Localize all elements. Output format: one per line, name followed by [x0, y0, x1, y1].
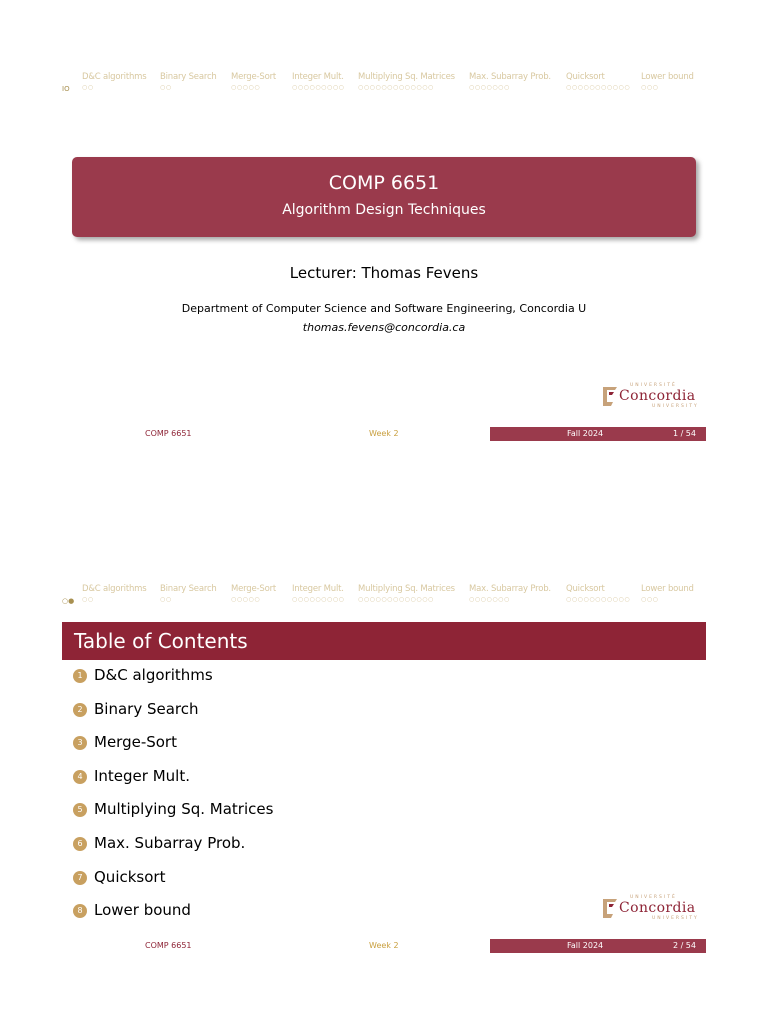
- email: thomas.fevens@concordia.ca: [302, 321, 466, 334]
- toc-number-badge: 2: [73, 703, 87, 717]
- nav-section-label: Quicksort: [566, 584, 605, 594]
- nav-section-multiplying-sq-matrices[interactable]: [358, 584, 455, 604]
- toc-number-badge: 3: [73, 736, 87, 750]
- nav-section-merge-sort[interactable]: [231, 72, 276, 92]
- nav-section-dc-algorithms[interactable]: [82, 72, 146, 92]
- logo-top-text: UNIVERSITÉ: [630, 895, 677, 900]
- nav-section-label: Lower bound: [641, 72, 694, 82]
- nav-section-label: Merge-Sort: [231, 584, 277, 594]
- toc-item-label: Integer Mult.: [94, 766, 190, 785]
- nav-section-dots: ○○○: [641, 596, 659, 603]
- footer-course: COMP 6651: [145, 941, 192, 950]
- nav-section-binary-search[interactable]: [160, 72, 217, 92]
- nav-section-quicksort[interactable]: [566, 72, 630, 92]
- nav-section-dots: ○○○○○○○: [469, 84, 510, 91]
- toc-number-badge: 8: [73, 904, 87, 918]
- nav-section-integer-mult[interactable]: [292, 72, 345, 92]
- nav-section-dots: ○○○○○○○○○○○○○: [358, 596, 434, 603]
- logo-name: Concordia: [619, 388, 696, 404]
- nav-section-merge-sort[interactable]: [231, 584, 276, 604]
- concordia-logo: [598, 892, 704, 926]
- nav-section-lower-bound[interactable]: [641, 584, 694, 604]
- nav-section-label: Integer Mult.: [292, 584, 344, 594]
- nav-marker: ○●: [62, 597, 75, 605]
- slide-2: [0, 512, 768, 1024]
- nav-section-label: Merge-Sort: [231, 72, 277, 82]
- footer-bar: [490, 427, 706, 441]
- toc-item-label: Merge-Sort: [94, 733, 177, 752]
- nav-marker: IO: [62, 85, 70, 93]
- nav-section-label: Integer Mult.: [292, 72, 344, 82]
- nav-section-label: Multiplying Sq. Matrices: [358, 584, 455, 594]
- nav-section-binary-search[interactable]: [160, 584, 217, 604]
- nav-section-dots: ○○○○○○○○○○○: [566, 84, 631, 91]
- toc-heading: Table of Contents: [74, 629, 248, 653]
- section-navigation: [60, 72, 710, 96]
- toc-number-badge: 1: [73, 669, 87, 683]
- nav-section-dots: ○○○○○: [231, 596, 261, 603]
- department: Department of Computer Science and Software Engineering, Concordia U: [181, 302, 587, 315]
- footer-term: Fall 2024: [567, 941, 604, 950]
- footer-bar: [490, 939, 706, 953]
- course-subtitle: Algorithm Design Techniques: [282, 202, 486, 218]
- nav-section-dots: ○○○○○○○○○○○: [566, 596, 631, 603]
- footer-week: Week 2: [369, 429, 399, 438]
- nav-section-dots: ○○○○○: [231, 84, 261, 91]
- concordia-crest-icon: [601, 384, 619, 410]
- footer-page-number: 1 / 54: [672, 429, 696, 438]
- logo-bottom-text: UNIVERSITY: [652, 404, 699, 409]
- concordia-crest-icon: [601, 896, 619, 922]
- nav-section-label: Max. Subarray Prob.: [469, 584, 551, 594]
- toc-number-badge: 6: [73, 837, 87, 851]
- footer-course: COMP 6651: [145, 429, 192, 438]
- toc-item-label: Quicksort: [94, 867, 166, 886]
- nav-section-dots: ○○: [160, 596, 172, 603]
- nav-section-integer-mult[interactable]: [292, 584, 345, 604]
- nav-section-label: Quicksort: [566, 72, 605, 82]
- nav-section-label: Binary Search: [160, 584, 217, 594]
- toc-item-label: Multiplying Sq. Matrices: [94, 800, 274, 819]
- nav-section-dots: ○○○○○○○○○: [292, 596, 345, 603]
- nav-section-label: Multiplying Sq. Matrices: [358, 72, 455, 82]
- logo-top-text: UNIVERSITÉ: [630, 383, 677, 388]
- toc-item-label: Lower bound: [94, 901, 191, 920]
- nav-section-quicksort[interactable]: [566, 584, 630, 604]
- nav-section-max-subarray[interactable]: [469, 72, 551, 92]
- nav-section-label: D&C algorithms: [82, 72, 147, 82]
- toc-item-label: D&C algorithms: [94, 666, 213, 684]
- footer-term: Fall 2024: [567, 429, 604, 438]
- lecturer: Lecturer: Thomas Fevens: [289, 264, 479, 282]
- nav-section-dots: ○○: [160, 84, 172, 91]
- nav-section-dots: ○○○○○○○○○○○○○: [358, 84, 434, 91]
- nav-section-label: Max. Subarray Prob.: [469, 72, 551, 82]
- nav-section-dots: ○○: [82, 84, 94, 91]
- title-box: [72, 157, 696, 237]
- footer-page-number: 2 / 54: [672, 941, 696, 950]
- nav-section-label: Lower bound: [641, 584, 694, 594]
- toc-heading-bar: [62, 622, 706, 660]
- nav-section-max-subarray[interactable]: [469, 584, 551, 604]
- footer: [62, 427, 706, 441]
- nav-section-multiplying-sq-matrices[interactable]: [358, 72, 455, 92]
- toc-number-badge: 7: [73, 871, 87, 885]
- logo-name: Concordia: [619, 900, 696, 916]
- nav-section-label: Binary Search: [160, 72, 217, 82]
- toc-number-badge: 4: [73, 770, 87, 784]
- toc-item-label: Binary Search: [94, 699, 199, 718]
- course-title: COMP 6651: [328, 172, 440, 194]
- nav-section-dots: ○○○○○○○○○: [292, 84, 345, 91]
- footer: [62, 939, 706, 953]
- section-navigation: [60, 584, 710, 608]
- logo-bottom-text: UNIVERSITY: [652, 916, 699, 921]
- nav-section-dots: ○○○○○○○: [469, 596, 510, 603]
- concordia-logo: [598, 380, 704, 414]
- toc-item-label: Max. Subarray Prob.: [94, 833, 246, 852]
- footer-week: Week 2: [369, 941, 399, 950]
- nav-section-dots: ○○: [82, 596, 94, 603]
- nav-section-dots: ○○○: [641, 84, 659, 91]
- toc-number-badge: 5: [73, 803, 87, 817]
- nav-section-lower-bound[interactable]: [641, 72, 694, 92]
- nav-section-dc-algorithms[interactable]: [82, 584, 146, 604]
- nav-section-label: D&C algorithms: [82, 584, 147, 594]
